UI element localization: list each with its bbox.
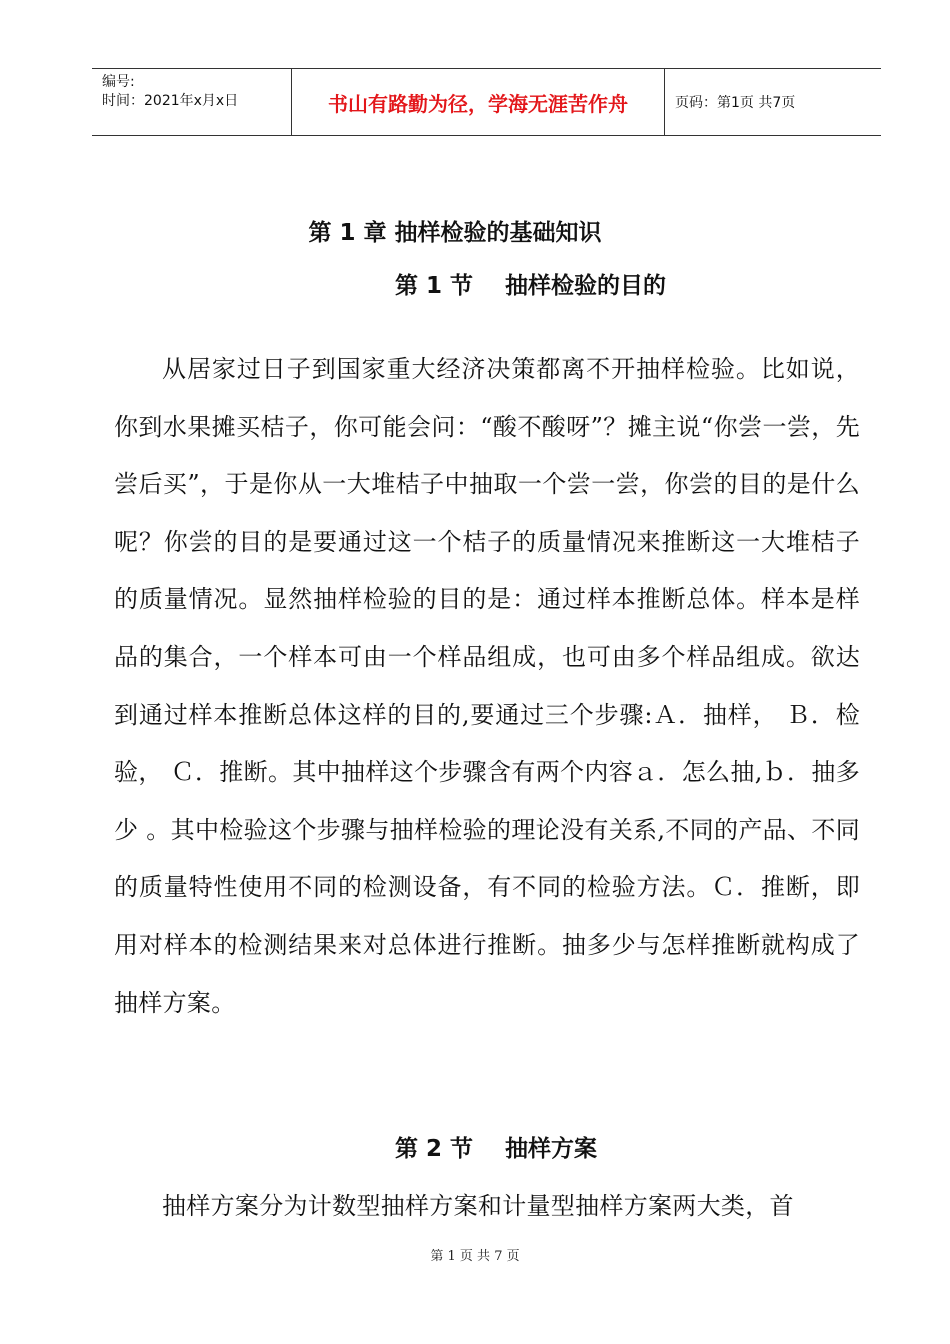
section-2-title: 第 2 节 抽样方案: [395, 1136, 598, 1162]
header-motto-cell: [292, 69, 665, 135]
page-header: [92, 68, 881, 136]
header-page-cell: [665, 69, 881, 135]
section-1-paragraph: 从居家过日子到国家重大经济决策都离不开抽样检验。比如说，你到水果摊买桔子，你可能会问：“酸不酸呀”？摊主说“你尝一尝，先尝后买”，于是你从一大堆桔子中抽取一个尝一尝，你尝的目的是什么呢？你尝的目的是要通过这一个桔子的质量情况来推断这一大堆桔子的质量情况。显然抽样检验的目的是：通过样本推断总体。样本是样品的集合，一个样本可由一个样品组成，也可由多个样品组成。欲达到通过样本推断总体这样的目的,要通过三个步骤:Ａ．抽样， Ｂ．检验， Ｃ．推断。其中抽样这个步骤含有两个内容ａ．怎么抽,ｂ．抽多少 。其中检验这个步骤与抽样检验的理论没有关系,不同的产品、不同的质量特性使用不同的检测设备，有不同的检验方法。Ｃ．推断，即用对样本的检测结果来对总体进行推断。抽多少与怎样推断就构成了抽样方案。: [114, 355, 860, 1017]
chapter-title: 第 1 章 抽样检验的基础知识: [308, 220, 602, 246]
section-1-title: 第 1 节 抽样检验的目的: [395, 273, 667, 299]
header-page-number: 页码：第1页 共7页: [675, 95, 796, 111]
header-meta-cell: [92, 69, 292, 135]
section-2-paragraph: 抽样方案分为计数型抽样方案和计量型抽样方案两大类，首: [162, 1192, 794, 1220]
header-motto: 书山有路勤为径，学海无涯苦作舟: [328, 91, 628, 116]
page-footer: 第 1 页 共 7 页: [430, 1249, 520, 1264]
document-time-label: 时间：2021年x月x日: [102, 93, 239, 109]
document-number-label: 编号:: [102, 74, 135, 90]
